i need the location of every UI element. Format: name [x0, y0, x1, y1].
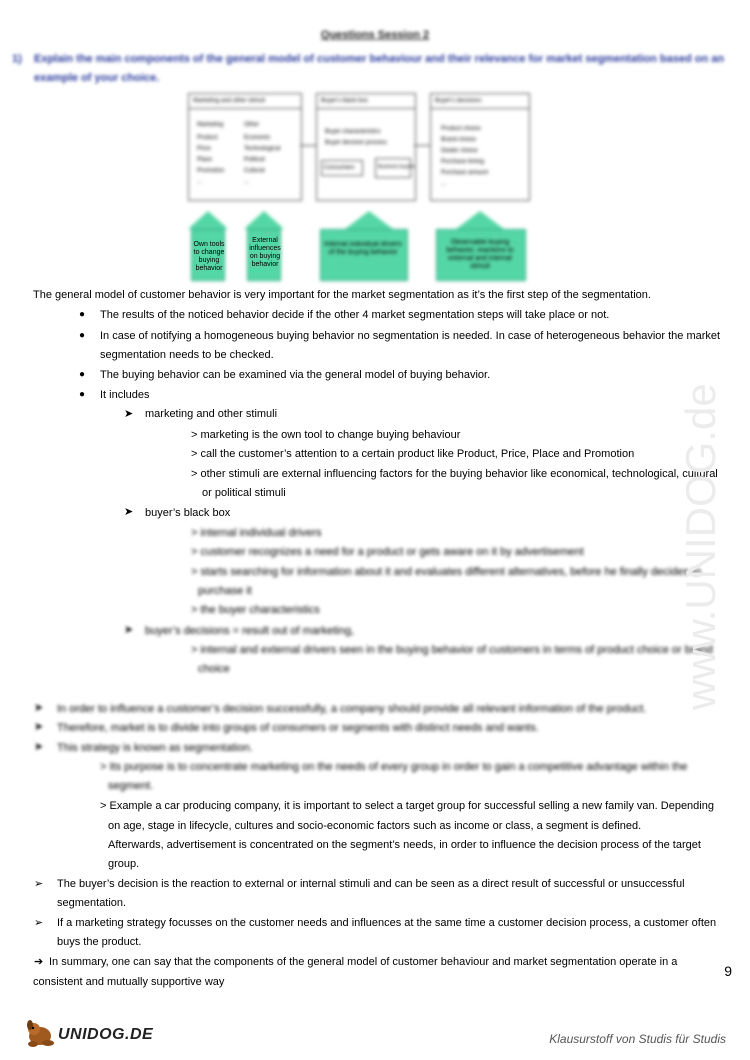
stimuli-col1-0: Marketing — [197, 122, 224, 128]
watermark — [640, 280, 750, 720]
subbox-consumers: Consumers — [324, 165, 355, 171]
arrow-up-icon — [345, 211, 393, 229]
para2-item-2c: Afterwards, advertisement is concentrated on the segment’s needs, in order to influence the decision process of the target — [108, 839, 701, 851]
bullet-text-4: It includes — [100, 389, 150, 401]
para2-item-1: > Its purpose is to concentrate marketing on the needs of every group in order to gain a competitive advantage within the — [100, 761, 688, 773]
arrow-label-4: Observable buying behavior; reactions to external and internal stimuli — [446, 239, 514, 270]
stimuli-col2-0: Other — [244, 122, 260, 128]
para2-line-2: Therefore, market is to divide into groups of consumers or segments with distinct needs and wants. — [57, 722, 539, 734]
para3-line-1b: segmentation. — [57, 897, 127, 909]
stimuli-col2-5: ... — [244, 179, 250, 185]
bullet-icon: ● — [79, 389, 86, 400]
arrow-bullet-icon: ➤ — [34, 741, 44, 753]
para3-line-1: The buyer’s decision is the reaction to external or internal stimuli and can be seen as a direct result of successful or unsuccessful — [57, 878, 685, 890]
para2-item-2: > Example a car producing company, it is important to select a target group for successful selling a new family van. Depending — [100, 800, 714, 812]
sub2-item-1: > internal individual drivers — [191, 527, 322, 539]
sub1-item-1: > marketing is the own tool to change buying behaviour — [191, 429, 461, 441]
para2-item-1b: segment. — [108, 780, 154, 792]
page-number: 9 — [724, 963, 732, 979]
stimuli-col2-2: Technological — [244, 146, 281, 152]
arrow-bullet-icon: ➢ — [34, 878, 44, 890]
decisions-line-4: Purchase amount — [441, 170, 489, 176]
business-subbox — [375, 158, 415, 178]
footer-tagline: Klausurstoff von Studis für Studis — [549, 1032, 726, 1046]
sub1-heading: marketing and other stimuli — [145, 408, 278, 420]
stimuli-col1-3: Place — [197, 157, 213, 163]
decisions-box — [430, 93, 530, 201]
dog-icon — [24, 1018, 58, 1048]
black-box-line-1: Buyer decision process — [325, 140, 388, 146]
sub2-heading: buyer’s black box — [145, 507, 231, 519]
decisions-box-title: Buyer's decisions — [431, 94, 529, 109]
bullet-text-2b: segmentation needs to be checked. — [100, 349, 274, 361]
decisions-line-1: Brand choice — [441, 137, 477, 143]
sub3-heading: buyer’s decisions = result out of marketing, — [145, 625, 355, 637]
stimuli-col2-4: Cultural — [244, 168, 265, 174]
stimuli-col1-1: Product — [197, 135, 218, 141]
bullet-text-1: The results of the noticed behavior decide if the other 4 market segmentation steps will take place or not. — [100, 309, 610, 321]
arrow-up-icon — [456, 211, 504, 229]
sub3-item-1b: choice — [198, 663, 230, 675]
intro-paragraph: The general model of customer behavior is very important for the market segmentation as it’s the first step of the segmentation. — [33, 289, 651, 301]
sub1-item-3: > other stimuli are external influencing factors for the buying behavior like economical, technological, cultural — [191, 468, 718, 480]
black-box-line-0: Buyer characteristics — [325, 129, 381, 135]
sub2-item-3: > starts searching for information about it and evaluates different alternatives, before he finally decides to — [191, 566, 702, 578]
sub1-item-2: > call the customer’s attention to a certain product like Product, Price, Place and Promotion — [191, 448, 635, 460]
bullet-text-3: The buying behavior can be examined via the general model of buying behavior. — [100, 369, 491, 381]
page-title: Questions Session 2 — [320, 29, 430, 41]
decisions-line-3: Purchase timing — [441, 159, 485, 165]
stimuli-col2-1: Economic — [244, 135, 271, 141]
subbox-business: Business buyers — [378, 164, 415, 170]
arrow-bullet-icon: ➤ — [34, 721, 44, 733]
arrow-bullet-icon: ➤ — [124, 506, 134, 518]
arrow-bullet-icon: ➤ — [34, 702, 44, 714]
stimuli-col1-2: Price — [197, 146, 211, 152]
summary-line-2: consistent and mutually supportive way — [33, 976, 225, 988]
bullet-icon: ● — [79, 330, 86, 341]
connector — [300, 145, 316, 146]
para2-line-3: This strategy is known as segmentation. — [57, 742, 253, 754]
arrow-bullet-icon: ➤ — [124, 624, 134, 636]
black-box — [316, 93, 416, 201]
decisions-line-5: ... — [441, 181, 447, 187]
sub2-item-4: > the buyer characteristics — [191, 604, 320, 616]
stimuli-col1-5: ... — [197, 179, 203, 185]
buying-behavior-diagram — [188, 93, 530, 281]
arrow-bullet-icon: ➤ — [124, 408, 134, 420]
arrow-up-icon — [244, 211, 284, 229]
sub2-item-3b: purchase it — [198, 585, 252, 597]
arrow-label-2: External influences on buying behavior — [249, 237, 281, 268]
para2-line-1: In order to influence a customer’s decision successfully, a company should provide all relevant information of the product. — [57, 703, 647, 715]
decisions-line-2: Dealer choice — [441, 148, 478, 154]
sub1-item-3b: or political stimuli — [202, 487, 286, 499]
para3-line-2: If a marketing strategy focusses on the customer needs and influences at the same time a customer decision process, a customer often — [57, 917, 717, 929]
stimuli-box-title: Marketing and other stimuli — [189, 94, 301, 109]
arrow-label-3: Internal individual drivers of the buying behavior — [324, 241, 402, 256]
unidog-logo — [24, 1018, 154, 1048]
para2-item-2d: group. — [108, 858, 140, 870]
consumers-subbox — [321, 160, 363, 176]
sub2-item-2: > customer recognizes a need for a product or gets aware on it by advertisement — [191, 546, 584, 558]
question-text: Explain the main components of the general model of customer behaviour and their relevance for market segmentation based on an example of your choice. — [34, 53, 725, 84]
logo-text: UNIDOG.DE — [58, 1026, 154, 1043]
arrow-bullet-icon: ➢ — [34, 917, 44, 929]
arrow-label-1: Own tools to change buying behavior — [193, 241, 225, 272]
arrow-up-icon — [188, 211, 228, 229]
bullet-text-2: In case of notifying a homogeneous buying behavior no segmentation is needed. In case of heterogeneous behavior the market — [100, 330, 721, 342]
connector — [414, 145, 430, 146]
stimuli-col2-3: Political — [244, 157, 265, 163]
para2-item-2b: on age, stage in lifecycle, cultures and socio-economic factors such as income or class, a segment is defined. — [108, 820, 642, 832]
stimuli-box — [188, 93, 302, 201]
bullet-icon: ● — [79, 309, 86, 320]
stimuli-col1-4: Promotion — [197, 168, 225, 174]
black-box-title: Buyer's black box — [317, 94, 415, 109]
sub3-item-1: > internal and external drivers seen in the buying behavior of customers in terms of product choice or brand — [191, 644, 713, 656]
summary-line-1: In summary, one can say that the components of the general model of customer behaviour and market segmentation operate in a — [49, 956, 678, 968]
para3-line-2b: buys the product. — [57, 936, 142, 948]
watermark-text: www.UNIDOG.de — [677, 383, 724, 710]
question-number: 1) — [12, 53, 22, 65]
decisions-line-0: Product choice — [441, 126, 481, 132]
right-arrow-icon: ➔ — [34, 956, 44, 968]
bullet-icon: ● — [79, 369, 86, 380]
